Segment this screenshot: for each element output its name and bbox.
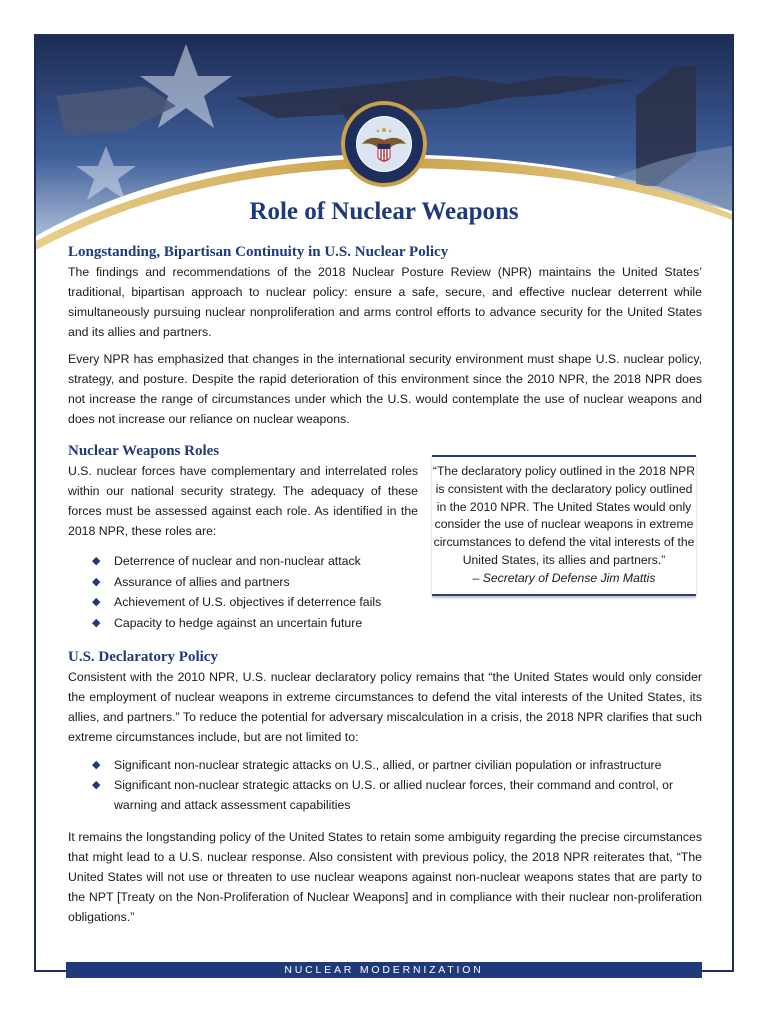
quote-attribution: – Secretary of Defense Jim Mattis — [472, 570, 656, 585]
page-title: Role of Nuclear Weapons — [249, 198, 519, 225]
diamond-bullet-icon: ◆ — [92, 779, 101, 791]
roles-intro: U.S. nuclear forces have complementary and interrelated roles within our national security strategy. The adequacy of these forces must be assessed against each role. As identified in the 2018 NPR, these roles are: — [68, 464, 418, 538]
roles-heading: Nuclear Weapons Roles — [68, 443, 220, 459]
declaratory-paragraph-2: It remains the longstanding policy of the United States to retain some ambiguity regarding the precise circumstances that might lead to a U.S. nuclear response. Also consistent with previous policy, the 2018 NPR reiterates that, “The United States will not use or threaten to use nuclear weapons against non-nuclear weapons states that are party to the NPT [Treaty on the Non-Proliferation of Nuclear Weapons] and in compliance with their nuclear non-proliferation obligations.” — [68, 830, 702, 924]
list-item: ◆ Achievement of U.S. objectives if deterrence fails — [68, 592, 418, 613]
diamond-bullet-icon: ◆ — [92, 596, 101, 608]
diamond-bullet-icon: ◆ — [92, 575, 101, 588]
header-banner — [36, 36, 732, 266]
continuity-paragraph-1: The findings and recommendations of the 2018 Nuclear Posture Review (NPR) maintains the United States’ traditional, bipartisan approach to nuclear policy: ensure a safe, secure, and effective nuclear deterrent while simultaneously pursuing nuclear nonproliferation and arms control efforts to advance security for the United States and its allies and partners. — [68, 265, 702, 339]
continuity-paragraph-2: Every NPR has emphasized that changes in the international security environment must shape U.S. nuclear policy, strategy, and posture. Despite the rapid deterioration of this environment since the 2010 NPR, the 2018 NPR does not increase the range of circumstances under which the U.S. would contemplate the use of nuclear weapons and does not increase our reliance on nuclear weapons. — [68, 352, 702, 426]
footer-banner: NUCLEAR MODERNIZATION — [66, 962, 702, 978]
diamond-bullet-icon: ◆ — [92, 555, 101, 567]
declaratory-list — [68, 755, 702, 815]
pull-quote — [432, 455, 696, 596]
document-body — [68, 242, 702, 927]
department-of-defense-seal-icon — [340, 100, 428, 188]
list-item: ◆ Significant non-nuclear strategic attacks on U.S., allied, or partner civilian population or infrastructure — [68, 755, 702, 775]
diamond-bullet-icon: ◆ — [92, 616, 101, 629]
list-item: ◆ Deterrence of nuclear and non-nuclear attack — [68, 551, 418, 572]
roles-section — [68, 441, 702, 647]
list-item: ◆ Assurance of allies and partners — [68, 572, 418, 593]
roles-text-column — [68, 441, 418, 633]
declaratory-heading: U.S. Declaratory Policy — [68, 649, 218, 665]
page-frame — [34, 34, 734, 972]
list-item: ◆ Capacity to hedge against an uncertain future — [68, 613, 418, 634]
quote-text: “The declaratory policy outlined in the 2018 NPR is consistent with the declaratory policy outlined in the 2010 NPR. The United States would only consider the use of nuclear weapons in extreme circumstances to defend the vital interests of the United States, its allies and partners.” — [432, 464, 696, 567]
declaratory-paragraph-1: Consistent with the 2010 NPR, U.S. nuclear declaratory policy remains that “the United States would only consider the employment of nuclear weapons in extreme circumstances to defend the vital interests of the United States, its allies, and partners.” To reduce the potential for adversary miscalculation in a crisis, the 2018 NPR clarifies that such extreme circumstances include, but are not limited to: — [68, 670, 702, 744]
roles-list — [68, 551, 418, 633]
list-item: ◆ Significant non-nuclear strategic attacks on U.S. or allied nuclear forces, their command and control, or warning and attack assessment capabilities — [68, 775, 702, 815]
continuity-heading: Longstanding, Bipartisan Continuity in U.S. Nuclear Policy — [68, 244, 449, 260]
diamond-bullet-icon: ◆ — [92, 759, 101, 771]
